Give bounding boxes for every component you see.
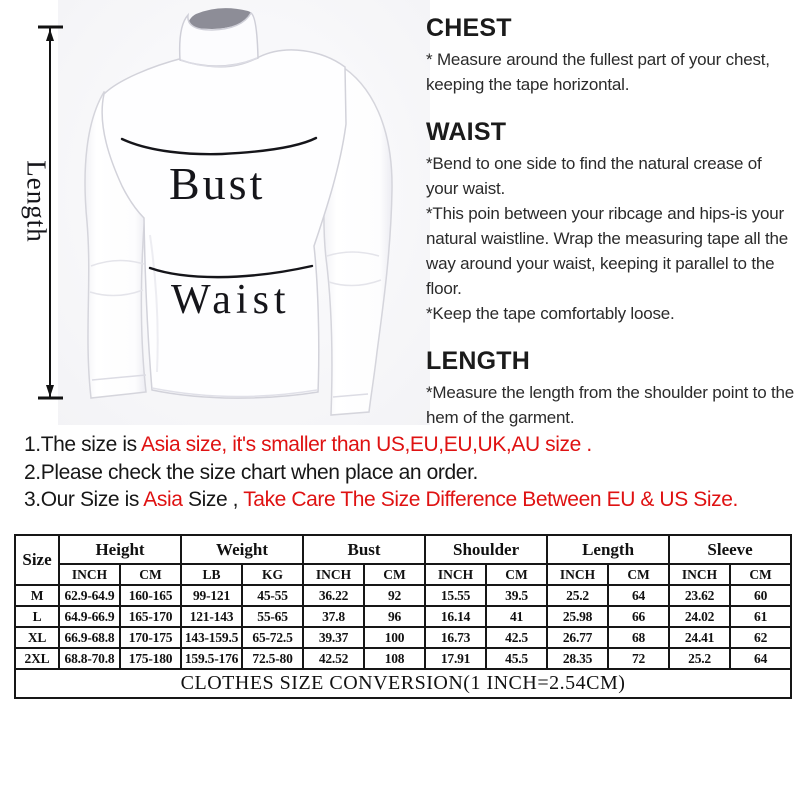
value-cell: 42.52 bbox=[303, 648, 364, 669]
value-cell: 92 bbox=[364, 585, 425, 606]
value-cell: 68 bbox=[608, 627, 669, 648]
chest-text: * Measure around the fullest part of your chest, keeping the tape horizontal. bbox=[426, 50, 770, 94]
note-text: 3.Our Size is bbox=[24, 488, 144, 511]
value-cell: 108 bbox=[364, 648, 425, 669]
unit-label: INCH bbox=[547, 564, 608, 585]
value-cell: 39.37 bbox=[303, 627, 364, 648]
notes bbox=[24, 431, 796, 514]
table-group-header-row bbox=[15, 535, 791, 564]
unit-label: CM bbox=[730, 564, 791, 585]
waist-label: Waist bbox=[171, 277, 291, 323]
value-cell: 24.02 bbox=[669, 606, 730, 627]
measuring-instructions bbox=[426, 14, 796, 430]
size-cell: XL bbox=[15, 627, 59, 648]
value-cell: 25.98 bbox=[547, 606, 608, 627]
value-cell: 15.55 bbox=[425, 585, 486, 606]
value-cell: 64 bbox=[608, 585, 669, 606]
value-cell: 23.62 bbox=[669, 585, 730, 606]
value-cell: 62 bbox=[730, 627, 791, 648]
value-cell: 143-159.5 bbox=[181, 627, 242, 648]
note-text: Asia bbox=[143, 488, 183, 511]
unit-label: INCH bbox=[303, 564, 364, 585]
col-length: Length bbox=[547, 535, 669, 564]
table-footer-row bbox=[15, 669, 791, 698]
value-cell: 72 bbox=[608, 648, 669, 669]
unit-label: KG bbox=[242, 564, 303, 585]
waist-text-2: *This poin between your ribcage and hips-is your natural waistline. Wrap the measuring tape all the way around your waist, keeping it parallel to the floor. bbox=[426, 204, 788, 298]
value-cell: 66.9-68.8 bbox=[59, 627, 120, 648]
value-cell: 45.5 bbox=[486, 648, 547, 669]
section-chest bbox=[426, 14, 796, 97]
waist-heading: WAIST bbox=[426, 118, 507, 146]
value-cell: 65-72.5 bbox=[242, 627, 303, 648]
bust-label: Bust bbox=[169, 158, 266, 209]
value-cell: 61 bbox=[730, 606, 791, 627]
unit-label: CM bbox=[364, 564, 425, 585]
value-cell: 121-143 bbox=[181, 606, 242, 627]
value-cell: 45-55 bbox=[242, 585, 303, 606]
value-cell: 28.35 bbox=[547, 648, 608, 669]
value-cell: 159.5-176 bbox=[181, 648, 242, 669]
size-row-m bbox=[15, 585, 791, 606]
value-cell: 96 bbox=[364, 606, 425, 627]
note-line-2 bbox=[24, 459, 796, 487]
waist-text-1: *Bend to one side to find the natural crease of your waist. bbox=[426, 154, 762, 198]
value-cell: 25.2 bbox=[669, 648, 730, 669]
value-cell: 42.5 bbox=[486, 627, 547, 648]
table-unit-header-row bbox=[15, 564, 791, 585]
unit-label: CM bbox=[486, 564, 547, 585]
chest-heading: CHEST bbox=[426, 14, 512, 42]
col-size: Size bbox=[15, 535, 59, 585]
value-cell: 17.91 bbox=[425, 648, 486, 669]
value-cell: 26.77 bbox=[547, 627, 608, 648]
unit-label: LB bbox=[181, 564, 242, 585]
value-cell: 60 bbox=[730, 585, 791, 606]
value-cell: 24.41 bbox=[669, 627, 730, 648]
note-text: Size , bbox=[182, 488, 244, 511]
unit-label: INCH bbox=[425, 564, 486, 585]
value-cell: 62.9-64.9 bbox=[59, 585, 120, 606]
note-text: Take Care The Size Difference Between EU & US Size. bbox=[243, 488, 738, 511]
value-cell: 36.22 bbox=[303, 585, 364, 606]
value-cell: 165-170 bbox=[120, 606, 181, 627]
product-figure bbox=[0, 0, 430, 425]
value-cell: 170-175 bbox=[120, 627, 181, 648]
value-cell: 99-121 bbox=[181, 585, 242, 606]
unit-label: CM bbox=[608, 564, 669, 585]
note-line-3 bbox=[24, 486, 796, 514]
value-cell: 16.73 bbox=[425, 627, 486, 648]
size-row-2xl bbox=[15, 648, 791, 669]
note-text: Asia size, it's smaller than US,EU,EU,UK,AU size . bbox=[140, 433, 592, 456]
unit-label: INCH bbox=[59, 564, 120, 585]
col-height: Height bbox=[59, 535, 181, 564]
col-shoulder: Shoulder bbox=[425, 535, 547, 564]
value-cell: 25.2 bbox=[547, 585, 608, 606]
waist-text-3: *Keep the tape comfortably loose. bbox=[426, 304, 675, 323]
value-cell: 55-65 bbox=[242, 606, 303, 627]
value-cell: 16.14 bbox=[425, 606, 486, 627]
value-cell: 66 bbox=[608, 606, 669, 627]
value-cell: 100 bbox=[364, 627, 425, 648]
length-label: Length bbox=[21, 160, 52, 243]
section-length bbox=[426, 347, 796, 430]
value-cell: 68.8-70.8 bbox=[59, 648, 120, 669]
value-cell: 64 bbox=[730, 648, 791, 669]
unit-label: INCH bbox=[669, 564, 730, 585]
shirt-graphic bbox=[0, 0, 430, 425]
value-cell: 64.9-66.9 bbox=[59, 606, 120, 627]
value-cell: 41 bbox=[486, 606, 547, 627]
size-cell: L bbox=[15, 606, 59, 627]
note-text: 1.The size is bbox=[24, 433, 141, 456]
length-text: *Measure the length from the shoulder point to the hem of the garment. bbox=[426, 383, 795, 427]
size-table-body bbox=[15, 585, 791, 669]
value-cell: 160-165 bbox=[120, 585, 181, 606]
note-line-1 bbox=[24, 431, 796, 459]
size-table bbox=[14, 534, 792, 699]
unit-label: CM bbox=[120, 564, 181, 585]
size-row-l bbox=[15, 606, 791, 627]
size-row-xl bbox=[15, 627, 791, 648]
value-cell: 39.5 bbox=[486, 585, 547, 606]
section-waist bbox=[426, 118, 796, 326]
size-cell: M bbox=[15, 585, 59, 606]
conversion-note: CLOTHES SIZE CONVERSION(1 INCH=2.54CM) bbox=[15, 669, 791, 698]
value-cell: 72.5-80 bbox=[242, 648, 303, 669]
value-cell: 37.8 bbox=[303, 606, 364, 627]
col-sleeve: Sleeve bbox=[669, 535, 791, 564]
col-bust: Bust bbox=[303, 535, 425, 564]
length-heading: LENGTH bbox=[426, 347, 530, 375]
note-text: 2.Please check the size chart when place an order. bbox=[24, 460, 478, 484]
size-cell: 2XL bbox=[15, 648, 59, 669]
col-weight: Weight bbox=[181, 535, 303, 564]
value-cell: 175-180 bbox=[120, 648, 181, 669]
